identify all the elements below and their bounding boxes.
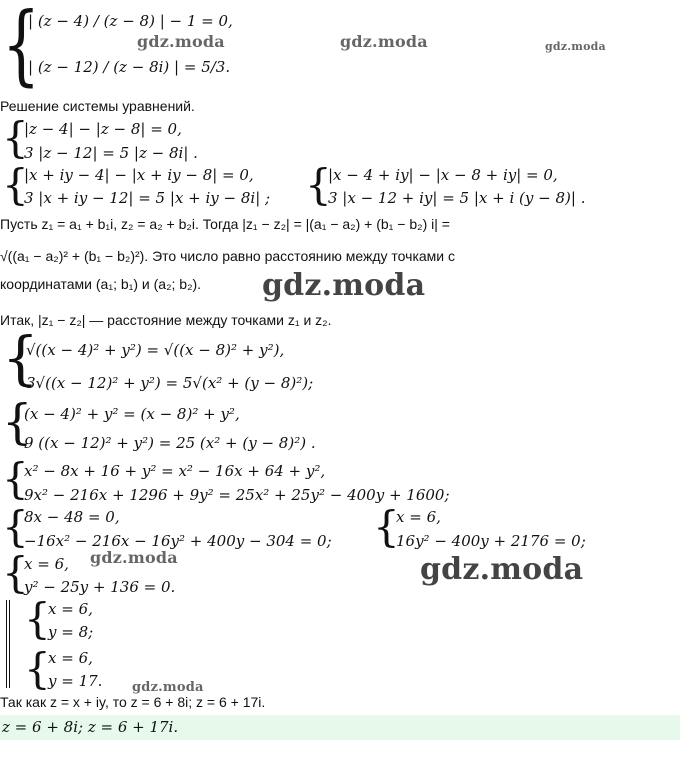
- system9-a-line2: y = 8;: [48, 623, 94, 641]
- answer-box: [0, 715, 680, 740]
- watermark: gdz.moda: [137, 32, 225, 51]
- system9-b-line1: x = 6,: [48, 649, 93, 667]
- system8-line2: y² − 25y + 136 = 0.: [24, 578, 176, 596]
- system-brace: {: [2, 324, 39, 392]
- watermark: gdz.moda: [545, 40, 606, 53]
- system-brace: {: [373, 502, 400, 551]
- system8-line1: x = 6,: [24, 555, 69, 573]
- system2-line2: 3 |z − 12| = 5 |z − 8i| .: [24, 144, 198, 162]
- system-brace: {: [2, 454, 29, 503]
- system-brace: {: [24, 644, 51, 693]
- watermark: gdz.moda: [420, 552, 584, 587]
- system2-line1: |z − 4| − |z − 8| = 0,: [24, 120, 182, 138]
- system3-left-line1: |x + iy − 4| − |x + iy − 8| = 0,: [24, 166, 254, 184]
- system5-line1: (x − 4)² + y² = (x − 8)² + y²,: [24, 405, 240, 423]
- system5-line2: 9 ((x − 12)² + y²) = 25 (x² + (y − 8)²) .: [24, 434, 316, 452]
- paragraph-line3: координатами (a₁; b₁) и (a₂; b₂).: [0, 276, 202, 292]
- system4-line2: 3√((x − 12)² + y²) = 5√(x² + (y − 8)²);: [26, 374, 314, 392]
- system3-right-line2: 3 |x − 12 + iy| = 5 |x + i (y − 8)| .: [328, 189, 586, 207]
- system7-right-line2: 16y² − 400y + 2176 = 0;: [396, 532, 586, 550]
- system-brace: {: [305, 160, 332, 209]
- union-bracket: [9, 600, 10, 688]
- system3-left-line2: 3 |x + iy − 12| = 5 |x + iy − 8i| ;: [24, 189, 271, 207]
- watermark: gdz.moda: [262, 268, 426, 303]
- system-brace: {: [2, 548, 29, 597]
- answer-text: z = 6 + 8i; z = 6 + 17i.: [2, 718, 179, 736]
- paragraph-line1: Пусть z₁ = a₁ + b₁i, z₂ = a₂ + b₂i. Тогда |z₁ − z₂| = |(a₁ − a₂) + (b₁ − b₂) i| =: [0, 216, 450, 232]
- system3-right-line1: |x − 4 + iy| − |x − 8 + iy| = 0,: [328, 166, 558, 184]
- system6-line1: x² − 8x + 16 + y² = x² − 16x + 64 + y²,: [24, 462, 326, 480]
- system6-line2: 9x² − 216x + 1296 + 9y² = 25x² + 25y² − 400y + 1600;: [24, 486, 450, 504]
- union-bracket: [6, 600, 7, 688]
- system-brace: {: [2, 160, 29, 209]
- system1-line2: | (z − 12) / (z − 8i) | = 5/3.: [28, 58, 231, 76]
- conclusion-line: Так как z = x + iy, то z = 6 + 8i; z = 6 + 17i.: [0, 694, 266, 710]
- system4-line1: √((x − 4)² + y²) = √((x − 8)² + y²),: [26, 341, 285, 359]
- system1-line1: | (z − 4) / (z − 8) | − 1 = 0,: [28, 12, 233, 30]
- watermark: gdz.moda: [132, 680, 204, 695]
- system7-left-line1: 8x − 48 = 0,: [24, 508, 120, 526]
- watermark: gdz.moda: [340, 32, 428, 51]
- itak-line: Итак, |z₁ − z₂| — расстояние между точками z₁ и z₂.: [0, 312, 332, 328]
- system9-a-line1: x = 6,: [48, 600, 93, 618]
- paragraph-line2: √((a₁ − a₂)² + (b₁ − b₂)²). Это число равно расстоянию между точками с: [0, 248, 456, 264]
- system9-b-line2: y = 17.: [48, 672, 103, 690]
- system-brace: {: [2, 0, 41, 97]
- system-brace: {: [2, 502, 29, 551]
- system-brace: {: [24, 594, 51, 643]
- watermark: gdz.moda: [90, 548, 178, 567]
- system7-left-line2: −16x² − 216x − 16y² + 400y − 304 = 0;: [24, 532, 332, 550]
- system-brace: {: [2, 394, 33, 450]
- system7-right-line1: x = 6,: [396, 508, 441, 526]
- system-brace: {: [2, 113, 29, 162]
- solution-label: Решение системы уравнений.: [0, 98, 195, 114]
